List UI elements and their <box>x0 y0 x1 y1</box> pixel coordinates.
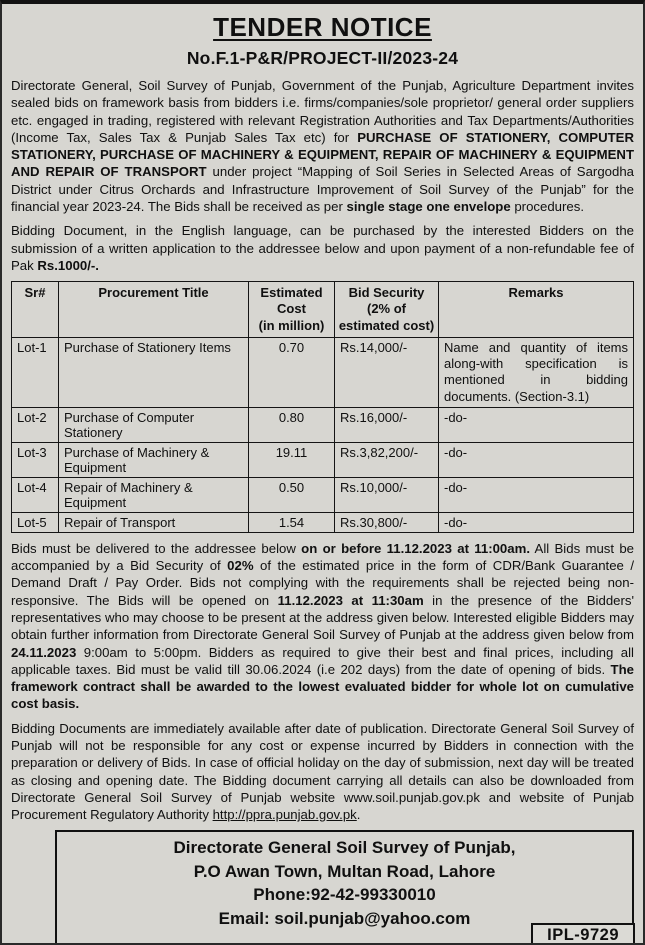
intro-paragraph <box>11 77 634 215</box>
text-run-bold: single stage one envelope <box>346 198 511 214</box>
closing-paragraph <box>11 720 634 824</box>
text-run: Bidding Documents are immediately available after date of publication. Directorate General Soil Survey of Punjab will not be responsible for any cost or expense incurred by Bidders in connection with the preparation or delivery of Bids. In case of official holiday on the day of submission, next day will be treated as closing and opening date. The Bidding document carrying all details can also be downloaded from Directorate General Soil Survey of Punjab website <box>11 720 634 805</box>
table-row <box>12 407 634 442</box>
text-run: and website of Punjab Procurement Regulatory Authority <box>11 789 634 823</box>
cell-sr: Lot-4 <box>12 477 59 512</box>
text-run-bold: 02% <box>227 558 254 574</box>
col-header-title: Procurement Title <box>59 282 249 338</box>
ppra-url: http://ppra.punjab.gov.pk <box>212 807 357 823</box>
col-header-cost-line: (in million) <box>258 317 325 333</box>
cell-remarks: -do- <box>439 477 634 512</box>
cell-title: Repair of Machinery & Equipment <box>59 477 249 512</box>
text-run: of the estimated price in the form of CDR/Bank Guarantee / Demand Draft / Pay Order. Bids not complying with the requirements shall be rejected being non-responsive. The Bids will be opened on <box>11 558 634 608</box>
text-run: procedures. <box>510 198 584 214</box>
cell-security: Rs.30,800/- <box>335 512 439 532</box>
text-run: Directorate General, Soil Survey of Punjab, Government of the Punjab, Agriculture Department invites sealed bids on framework basis from bidders i.e. firms/companies/sole proprietor/ general order suppliers etc. engaged in trading, registered with relevant Registration Authorities and Tax Departments/Authorities (Income Tax, Sales Tax & Punjab Sales Tax etc) for <box>11 78 634 145</box>
cell-cost: 0.70 <box>249 337 335 407</box>
footer-org-name: Directorate General Soil Survey of Punjab, <box>173 838 516 858</box>
website-url: www.soil.punjab.gov.pk <box>343 789 480 805</box>
col-header-cost <box>249 282 335 338</box>
cell-title: Purchase of Machinery & Equipment <box>59 442 249 477</box>
terms-paragraph <box>11 540 634 713</box>
cell-security: Rs.16,000/- <box>335 407 439 442</box>
text-run: under project “Mapping of Soil Series in Selected Areas of Sargodha District under Citrus Orchards and Infrastructure Improvement of Soil Survey of the Punjab” for the financial year 2023-24. The Bids shall be received as per <box>11 164 634 214</box>
cell-security: Rs.10,000/- <box>335 477 439 512</box>
col-header-security-line: Bid Security <box>348 285 425 301</box>
cell-cost: 0.50 <box>249 477 335 512</box>
ref-number: No.F.1-P&R/PROJECT-II/2023-24 <box>186 48 459 68</box>
table-header-row <box>12 282 634 338</box>
text-run-bold: 24.11.2023 <box>11 644 77 660</box>
text-run-bold: Rs.1000/-. <box>37 257 99 273</box>
table-row <box>12 442 634 477</box>
ipl-code: IPL-9729 <box>531 923 635 945</box>
text-run-bold: PURCHASE OF STATIONERY, COMPUTER STATIONERY, PURCHASE OF MACHINERY & EQUIPMENT, REPAIR OF MACHINERY & EQUIPMENT AND REPAIR OF TRANSPORT <box>11 129 634 180</box>
cell-security: Rs.14,000/- <box>335 337 439 407</box>
col-header-sr: Sr# <box>12 282 59 338</box>
page-title: TENDER NOTICE <box>213 12 432 42</box>
cell-sr: Lot-5 <box>12 512 59 532</box>
footer-address: P.O Awan Town, Multan Road, Lahore <box>193 861 496 881</box>
footer-phone: Phone:92-42-99330010 <box>253 885 436 905</box>
cell-cost: 19.11 <box>249 442 335 477</box>
text-run-bold: on or before 11.12.2023 at 11:00am. <box>301 540 530 556</box>
table-row <box>12 337 634 407</box>
table-row <box>12 512 634 532</box>
cell-remarks: Name and quantity of items along-with specification is mentioned in bidding documents. (Section-3.1) <box>439 337 634 407</box>
footer <box>55 830 634 945</box>
cell-security: Rs.3,82,200/- <box>335 442 439 477</box>
cell-title: Repair of Transport <box>59 512 249 532</box>
cell-remarks: -do- <box>439 442 634 477</box>
text-run: 9:00am to 5:00pm. Bidders as required to give their best and final prices, including all applicable taxes. Bid must be valid till 30.06.2024 (i.e 202 days) from the date of opening of bids. <box>11 644 634 677</box>
cell-remarks: -do- <box>439 407 634 442</box>
cell-sr: Lot-3 <box>12 442 59 477</box>
col-header-security <box>335 282 439 338</box>
cell-cost: 1.54 <box>249 512 335 532</box>
cell-title: Purchase of Computer Stationery <box>59 407 249 442</box>
text-run: Bidding Document, in the English language, can be purchased by the interested Bidders on the submission of a written application to the addressee below and upon payment of a non-refundable fee of Pak <box>11 223 634 273</box>
col-header-security-line: (2% of estimated cost) <box>338 301 435 333</box>
cell-sr: Lot-1 <box>12 337 59 407</box>
text-run-bold: 11.12.2023 at 11:30am <box>277 592 424 608</box>
text-run: in the presence of the Bidders' representatives who may choose to be present at the address given below. Interested eligible Bidders may obtain further information from Directorate General Soil Survey of Punjab at the address given below from <box>11 592 634 643</box>
text-run: All Bids must be accompanied by a Bid Security of <box>11 540 634 574</box>
footer-email: Email: soil.punjab@yahoo.com <box>218 908 471 928</box>
bidding-doc-paragraph <box>11 222 634 274</box>
cell-remarks: -do- <box>439 512 634 532</box>
text-run: Bids must be delivered to the addressee below <box>11 540 302 556</box>
cell-sr: Lot-2 <box>12 407 59 442</box>
table-row <box>12 477 634 512</box>
cell-title: Purchase of Stationery Items <box>59 337 249 407</box>
procurement-table <box>11 281 634 533</box>
text-run: . <box>356 807 361 823</box>
col-header-remarks: Remarks <box>439 282 634 338</box>
cell-cost: 0.80 <box>249 407 335 442</box>
col-header-cost-line: Estimated Cost <box>260 285 323 317</box>
text-run-bold: The framework contract shall be awarded to the lowest evaluated bidder for whole lot on cumulative cost basis. <box>11 661 634 712</box>
